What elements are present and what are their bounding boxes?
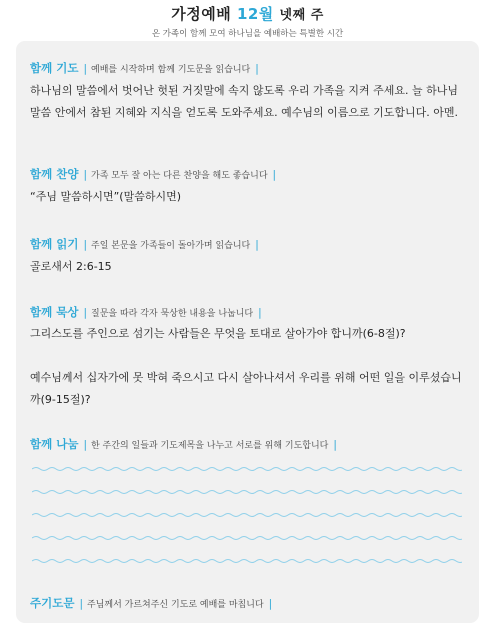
- divider-bar: |: [83, 439, 87, 451]
- divider-bar: |: [255, 63, 259, 75]
- worship-card: [16, 41, 479, 623]
- section-sharing-desc: 한 주간의 일들과 기도제목을 나누고 서로를 위해 기도합니다: [91, 441, 329, 451]
- section-reading-body: 골로새서 2:6-15: [30, 260, 112, 273]
- section-reading-label: 함께 읽기: [30, 237, 79, 251]
- divider-bar: |: [258, 307, 262, 319]
- divider-bar: |: [272, 169, 277, 181]
- writing-line[interactable]: [32, 557, 462, 565]
- section-praise-body: “주님 말씀하시면”(말씀하시면): [30, 190, 181, 203]
- divider-bar: |: [83, 307, 87, 319]
- section-prayer-header: [30, 60, 259, 76]
- section-sharing-label: 함께 나눔: [30, 437, 79, 451]
- section-meditation-header: [30, 304, 262, 320]
- section-meditation-label: 함께 묵상: [30, 305, 79, 319]
- section-lords-prayer-header: [30, 595, 272, 611]
- writing-line[interactable]: [32, 534, 462, 542]
- section-reading-header: [30, 236, 259, 252]
- divider-bar: |: [83, 63, 87, 75]
- divider-bar: |: [255, 239, 259, 251]
- section-lords-prayer-label: 주기도문: [30, 596, 75, 610]
- divider-bar: |: [333, 439, 337, 451]
- section-meditation-desc: 질문을 따라 각자 묵상한 내용을 나눕니다: [91, 309, 254, 319]
- writing-line[interactable]: [32, 465, 462, 473]
- page-subtitle: 온 가족이 함께 모여 하나님을 예배하는 특별한 시간: [151, 29, 344, 39]
- section-praise-desc: 가족 모두 잘 아는 다른 찬양을 해도 좋습니다: [91, 171, 268, 181]
- section-reading-desc: 주일 본문을 가족들이 돌아가며 읽습니다: [91, 241, 251, 251]
- section-sharing-header: [30, 436, 337, 452]
- page-title: [0, 3, 495, 24]
- section-praise-header: [30, 166, 276, 182]
- title-month: 12월: [236, 5, 274, 23]
- writing-line[interactable]: [32, 511, 462, 519]
- section-prayer-label: 함께 기도: [30, 61, 79, 75]
- divider-bar: |: [83, 239, 87, 251]
- title-text: 가정예배: [171, 5, 232, 23]
- writing-lines: [32, 465, 462, 580]
- section-prayer-body: 하나님의 말씀에서 벗어난 헛된 거짓말에 속지 않도록 우리 가족을 지켜 주세요. 늘 하나님 말씀 안에서 참된 지혜와 지식을 얻도록 도와주세요. 예수님의 이름으로 기도합니다. 아멘.: [30, 84, 458, 119]
- meditation-question-2: 예수님께서 십자가에 못 박혀 죽으시고 다시 살아나셔서 우리를 위해 어떤 일을 이루셨습니까(9-15절)?: [30, 371, 462, 406]
- divider-bar: |: [83, 169, 87, 181]
- meditation-question-1: 그리스도를 주인으로 섬기는 사람들은 무엇을 토대로 살아가야 합니까(6-8절)?: [30, 327, 406, 340]
- divider-bar: |: [268, 598, 273, 610]
- section-praise-label: 함께 찬양: [30, 167, 79, 181]
- title-week: 넷째 주: [279, 8, 324, 23]
- divider-bar: |: [79, 598, 83, 610]
- section-lords-prayer-desc: 주님께서 가르쳐주신 기도로 예배를 마칩니다: [86, 600, 264, 610]
- section-prayer-desc: 예배를 시작하며 함께 기도문을 읽습니다: [91, 65, 251, 75]
- writing-line[interactable]: [32, 488, 462, 496]
